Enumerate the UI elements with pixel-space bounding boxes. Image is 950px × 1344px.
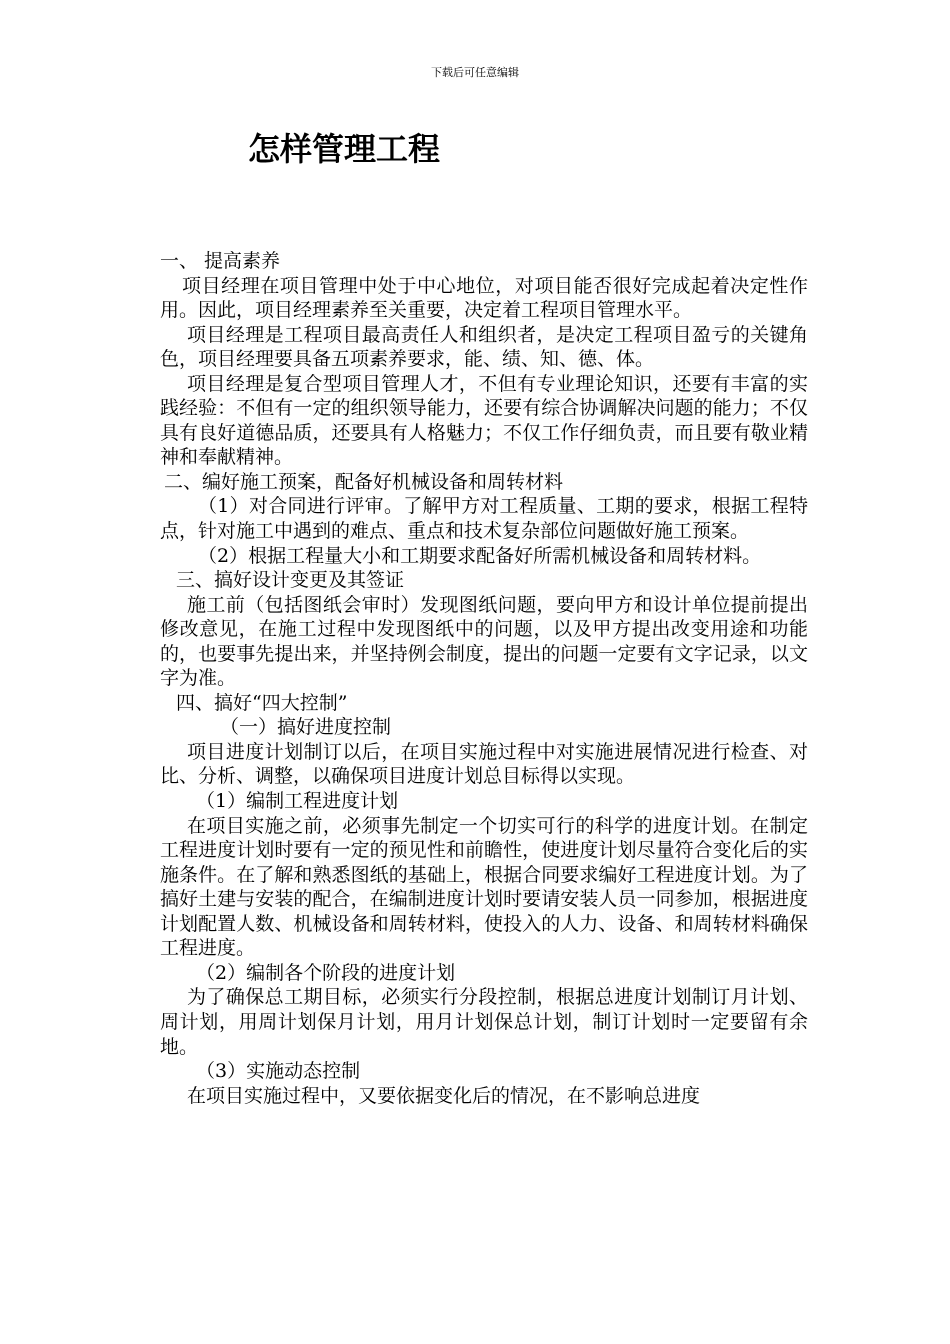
header-note: 下载后可任意编辑 bbox=[431, 66, 519, 79]
paragraph: 在项目实施之前，必须事先制定一个切实可行的科学的进度计划。在制定工程进度计划时要有一定的预见性和前瞻性，使进度计划尽量符合变化后的实施条件。在了解和熟悉图纸的基础上，根据合同要求编好工程进度计划。为了搞好土建与安装的配合，在编制进度计划时要请安装人员一同参加，根据进度计划配置人数、机械设备和周转材料，使投入的人力、设备、和周转材料确保工程进度。 bbox=[160, 814, 808, 960]
paragraph: 项目进度计划制订以后，在项目实施过程中对实施进展情况进行检查、对比、分析、调整，以确保项目进度计划总目标得以实现。 bbox=[160, 740, 808, 788]
paragraph: （3）实施动态控制 bbox=[196, 1060, 361, 1083]
paragraph: （2）编制各个阶段的进度计划 bbox=[196, 961, 456, 984]
document-body bbox=[160, 249, 808, 1108]
paragraph: 为了确保总工期目标，必须实行分段控制，根据总进度计划制订月计划、周计划，用周计划保月计划，用月计划保总计划，制订计划时一定要留有余地。 bbox=[160, 986, 808, 1058]
paragraph: （1）对合同进行评审。了解甲方对工程质量、工期的要求，根据工程特点，针对施工中遇到的难点、重点和技术复杂部位问题做好施工预案。 bbox=[160, 495, 808, 543]
paragraph: 项目经理在项目管理中处于中心地位，对项目能否很好完成起着决定性作用。因此，项目经理素养至关重要，决定着工程项目管理水平。 bbox=[160, 274, 808, 322]
paragraph: 在项目实施过程中，又要依据变化后的情况，在不影响总进度 bbox=[187, 1084, 701, 1107]
paragraph: 一、 提高素养 bbox=[160, 250, 281, 272]
paragraph: （1）编制工程进度计划 bbox=[196, 790, 399, 813]
paragraph: 二、编好施工预案，配备好机械设备和周转材料 bbox=[164, 470, 564, 493]
paragraph: 项目经理是工程项目最高责任人和组织者，是决定工程项目盈亏的关键角色，项目经理要具备五项素养要求，能、绩、知、德、体。 bbox=[160, 323, 808, 371]
paragraph: 三、搞好设计变更及其签证 bbox=[176, 569, 405, 592]
paragraph: 四、搞好“四大控制” bbox=[176, 691, 348, 714]
paragraph: 项目经理是复合型项目管理人才，不但有专业理论知识，还要有丰富的实践经验：不但有一定的组织领导能力，还要有综合协调解决问题的能力；不仅具有良好道德品质，还要具有人格魅力；不仅工作仔细负责，而且要有敬业精神和奉献精神。 bbox=[160, 372, 808, 469]
paragraph: （2）根据工程量大小和工期要求配备好所需机械设备和周转材料。 bbox=[198, 544, 762, 567]
paragraph: （一）搞好进度控制 bbox=[220, 716, 392, 739]
page-title: 怎样管理工程 bbox=[248, 130, 441, 168]
paragraph: 施工前（包括图纸会审时）发现图纸问题，要向甲方和设计单位提前提出修改意见，在施工过程中发现图纸中的问题，以及甲方提出改变用途和功能的，也要事先提出来，并坚持例会制度，提出的问题一定要有文字记录，以文字为准。 bbox=[160, 593, 808, 690]
